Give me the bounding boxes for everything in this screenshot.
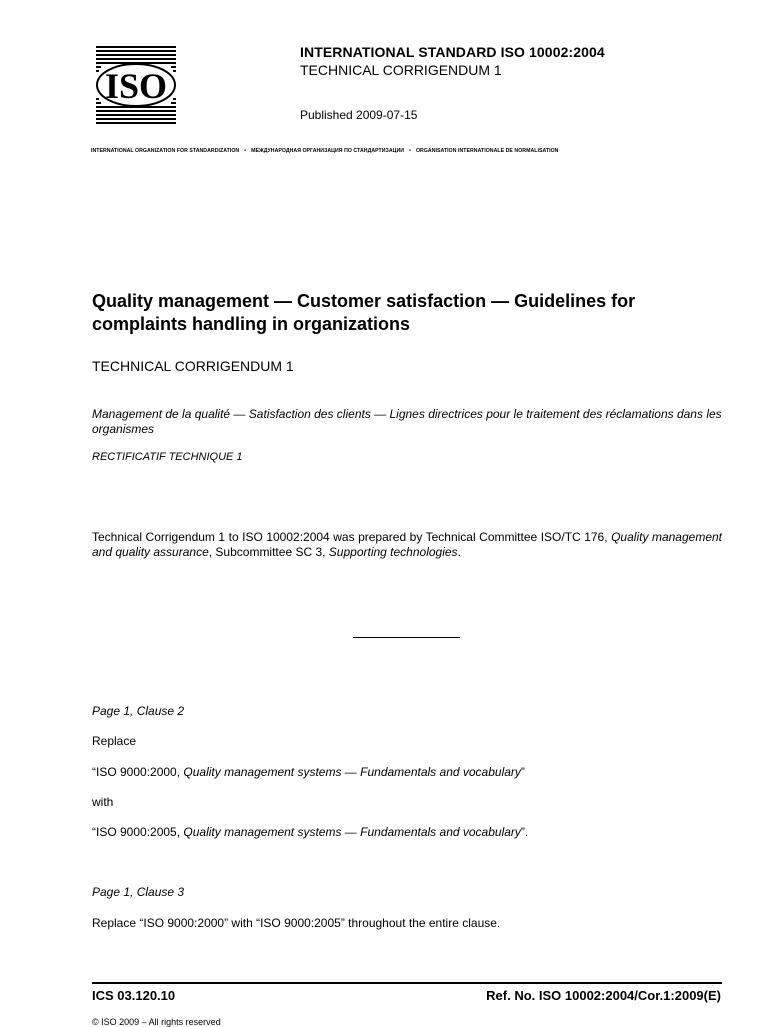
replace-label: Replace — [92, 734, 137, 748]
clause2-heading: Page 1, Clause 2 — [92, 704, 185, 718]
separator-bullet: • — [244, 148, 247, 154]
standard-title: INTERNATIONAL STANDARD ISO 10002:2004 — [300, 44, 605, 60]
org-name-ru: МЕЖДУНАРОДНАЯ ОРГАНИЗАЦИЯ ПО СТАНДАРТИЗАЦИИ — [251, 148, 405, 154]
section-divider — [353, 637, 460, 638]
svg-text:ISO: ISO — [104, 66, 168, 106]
new-reference: “ISO 9000:2005, Quality management systems — Fundamentals and vocabulary”. — [92, 825, 529, 839]
corrigendum-label: TECHNICAL CORRIGENDUM 1 — [300, 62, 502, 78]
footer-rule — [92, 982, 722, 984]
organization-names — [91, 148, 723, 154]
reference-number: Ref. No. ISO 10002:2004/Cor.1:2009(E) — [486, 988, 721, 1003]
with-label: with — [92, 795, 114, 809]
iso-logo — [96, 46, 176, 124]
separator-bullet: • — [409, 148, 411, 154]
old-reference: “ISO 9000:2000, Quality management systems — Fundamentals and vocabulary” — [92, 765, 525, 779]
french-title: Management de la qualité — Satisfaction des clients — Lignes directrices pour le traitement des réclamations dans les organismes — [92, 407, 722, 436]
org-name-en: INTERNATIONAL ORGANIZATION FOR STANDARDIZATION — [91, 148, 240, 154]
clause3-text: Replace “ISO 9000:2000” with “ISO 9000:2005” throughout the entire clause. — [92, 916, 501, 930]
french-corrigendum: RECTIFICATIF TECHNIQUE 1 — [92, 451, 243, 463]
ics-code: ICS 03.120.10 — [92, 988, 176, 1003]
document-title: Quality management — Customer satisfaction — Guidelines for complaints handling in organizations — [92, 291, 636, 334]
org-name-fr: ORGANISATION INTERNATIONALE DE NORMALISATION — [415, 148, 559, 154]
intro-paragraph: Technical Corrigendum 1 to ISO 10002:2004 was prepared by Technical Committee ISO/TC 176, Quality management and quality assurance, Subcommittee SC 3, Supporting technologies. — [92, 530, 723, 559]
clause3-heading: Page 1, Clause 3 — [92, 885, 185, 899]
corrigendum-heading: TECHNICAL CORRIGENDUM 1 — [92, 358, 294, 374]
published-date: Published 2009-07-15 — [300, 108, 418, 122]
copyright-notice: © ISO 2009 – All rights reserved — [92, 1017, 221, 1027]
